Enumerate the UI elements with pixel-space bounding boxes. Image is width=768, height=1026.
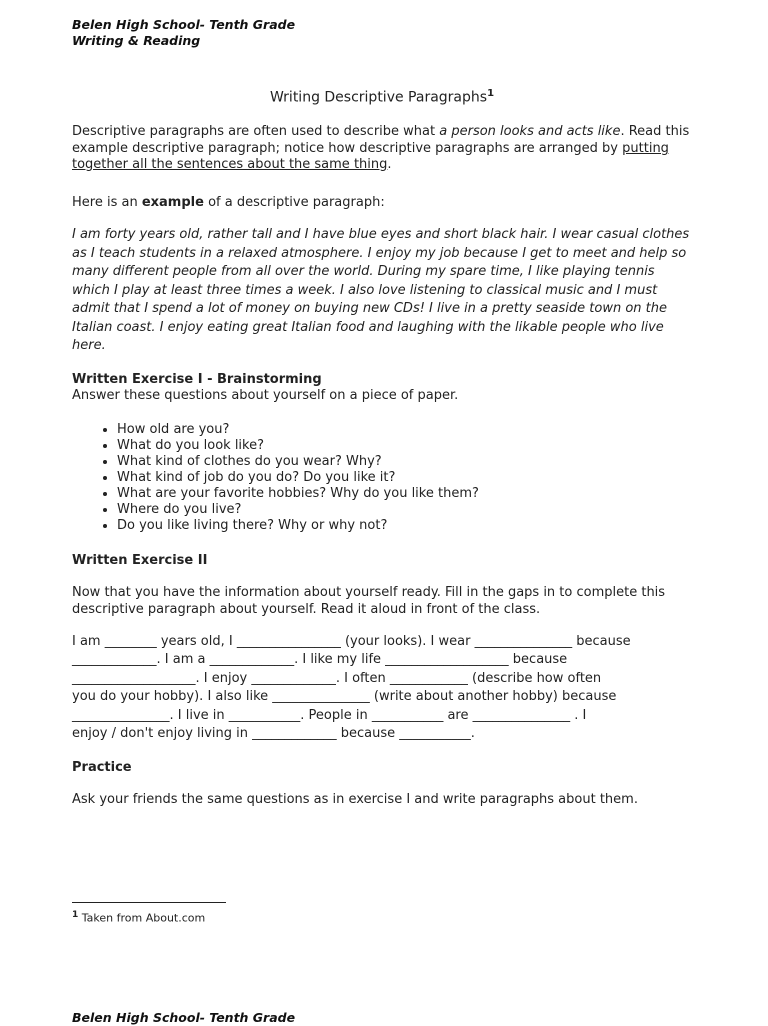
footnote (72, 907, 205, 927)
fill-line: I am ________ years old, I ________________ (your looks). I wear _______________ because (72, 634, 631, 649)
footer-school: Belen High School- Tenth Grade (72, 1010, 296, 1025)
title-footnote-mark: 1 (487, 88, 495, 99)
list-item: • What are your favorite hobbies? Why do you like them? (117, 486, 479, 502)
exercise1-instruction: Answer these questions about yourself on a piece of paper. (72, 388, 459, 403)
list-item: • What kind of job do you do? Do you like it? (117, 470, 479, 486)
example-intro-after: of a descriptive paragraph: (203, 195, 385, 210)
fill-line: enjoy / don't enjoy living in _____________ because ___________. (72, 726, 475, 742)
list-item: • What do you look like? (117, 438, 479, 454)
list-item: • Do you like living there? Why or why not? (117, 518, 479, 534)
list-item: • Where do you live? (117, 502, 479, 518)
school-header: Belen High School- Tenth Grade (72, 17, 296, 32)
practice-text: Ask your friends the same questions as in exercise I and write paragraphs about them. (72, 792, 638, 807)
fill-in-paragraph (72, 633, 692, 743)
practice-heading: Practice (72, 760, 132, 775)
intro-italic: a person looks and acts like (439, 124, 621, 139)
page-title-text: Writing Descriptive Paragraphs (269, 89, 488, 106)
example-bold: example (141, 195, 204, 210)
intro-text-3: . (387, 157, 392, 172)
intro-text-2: . Read this example descriptive paragraph; notice how descriptive paragraphs are arranged by (72, 124, 690, 156)
example-paragraph: I am forty years old, rather tall and I have blue eyes and short black hair. I wear casual clothes as I teach students in a relaxed atmosphere. I enjoy my job because I get to meet and help so many different people from all over the world. During my spare time, I like playing tennis which I play at least three times a week. I also love listening to classical music and I must admit that I spend a lot of money on buying new CDs! I live in a pretty seaside town on the Italian coast. I enjoy eating great Italian food and laughing with the likable people who live here. (72, 227, 690, 353)
fill-line: ___________________. I enjoy _____________. I often ____________ (describe how often (72, 670, 602, 686)
footnote-mark: 1 (72, 910, 79, 920)
example-intro (72, 195, 692, 212)
exercise2-heading: Written Exercise II (72, 553, 208, 568)
list-item: • How old are you? (117, 422, 479, 438)
exercise1-heading: Written Exercise I - Brainstorming (72, 372, 322, 387)
subject-header: Writing & Reading (72, 33, 201, 48)
intro-underlined: putting together all the sentences about the same thing (72, 140, 669, 172)
list-item: • What kind of clothes do you wear? Why? (117, 454, 479, 470)
fill-line: _______________. I live in ___________. People in ___________ are _______________ . I (72, 707, 587, 723)
intro-paragraph (72, 124, 692, 174)
footnote-text: Taken from About.com (78, 911, 206, 925)
exercise2-instruction: Now that you have the information about yourself ready. Fill in the gaps in to complete this descriptive paragraph about yourself. Read it aloud in front of the class. (72, 585, 666, 617)
example-intro-before: Here is an (72, 195, 142, 210)
intro-text-1: Descriptive paragraphs are often used to describe what (72, 124, 440, 139)
fill-line: _____________. I am a _____________. I like my life ___________________ because (72, 652, 568, 668)
footnote-divider (72, 902, 226, 903)
fill-line: you do your hobby). I also like _______________ (write about another hobby) because (72, 689, 617, 705)
page-title (72, 88, 692, 106)
question-list (72, 422, 479, 534)
